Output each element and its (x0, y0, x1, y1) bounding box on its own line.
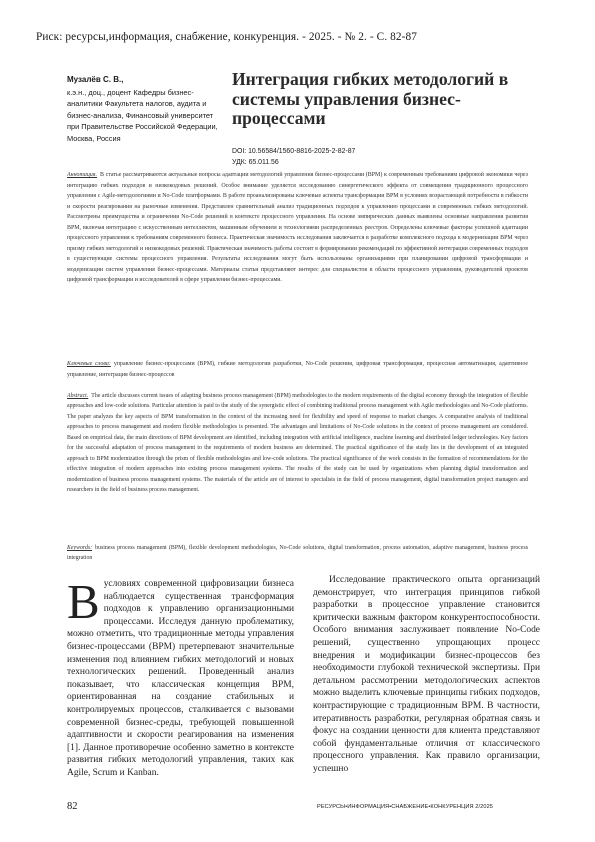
keywords-ru (67, 359, 528, 380)
identifiers (232, 146, 482, 168)
abstract-ru (67, 170, 528, 286)
author-block (67, 74, 227, 145)
abstract-en-text: The article discusses current issues of adapting business process management (BPM) methodologies to the modern requirements of the digital economy through the integration of flexible approaches and low-code solutions. Particular attention is paid to the study of the synergistic effect of combining traditional process management with Agile methodologies and No-Code platforms. The paper analyzes the key aspects of BPM transformation in the context of the increasing need for flexibility and speed of response to market changes. A comparative analysis of traditional approaches to process management and modern flexible methodologies is presented. The advantages and limitations of No-Code solutions in the context of process management are considered. Based on empirical data, the main directions of BPM development are identified, including integration with artificial intelligence, machine learning and distributed ledger technologies. Key factors for the successful adaptation of process management to the requirements of modern business are determined. The practical significance of the study lies in the development of an integrated approach to BPM modernization through the prism of flexible methodologies and low-code solutions. The practical significance of the work consists in the formation of recommendations for the effective integration of modern approaches into existing process management systems. The results of the study can be used by organizations when planning digital transformation and modernization of business process management systems. The materials of the article are of interest to specialists in the field of process management, digital transformation project managers and researchers in the field of business process management. (67, 393, 528, 494)
abstract-ru-label: Аннотация. (67, 172, 97, 178)
keywords-ru-text: управление бизнес-процессами (BPM), гибкие методологии разработки, No-Code решения, цифровая трансформация, процессная автоматизация, адаптивное управление, интеграция бизнес-процессов (67, 361, 529, 378)
keywords-ru-label: Ключевые слова: (67, 361, 111, 367)
udc: УДК: 65.011.56 (232, 159, 279, 166)
author-affiliation: к.э.н., доц., доцент Кафедры бизнес-аналитики Факультета налогов, аудита и бизнес-анализа, Финансовый университет при Правительстве Российской Федерации, Москва, Россия (67, 87, 218, 143)
abstract-ru-text: В статье рассматриваются актуальные вопросы адаптации методологий управления бизнес-процессами (BPM) к современным требованиям цифровой экономики через интеграцию гибких подходов и низкокодовых решений. Особое внимание уделяется исследованию синергетического эффекта от совмещения традиционного процессного управления с Agile-методологиями и No-Code платформами. В работе проанализированы ключевые аспекты трансформации BPM в условиях возрастающей потребности в гибкости и скорости реагирования на рыночные изменения. Представлен сравнительный анализ традиционных подходов к управлению процессами и современных гибких методологий. Рассмотрены преимущества и ограничения No-Code решений в контексте процессного управления. На основе эмпирических данных выявлены основные направления развития BPM, включая интеграцию с искусственным интеллектом, машинным обучением и технологиями распределенных реестров. Определены ключевые факторы успешной адаптации процессного управления к требованиям современного бизнеса. Практическая значимость исследования заключается в разработке комплексного подхода к модернизации BPM через призму гибких методологий и низкокодовых решений. Практическая значимость работы состоит в формировании рекомендаций по эффективной интеграции современных подходов в существующие системы процессного управления. Результаты исследования могут быть использованы организациями при планировании цифровой трансформации и модернизации систем управления бизнес-процессами. Материалы статьи представляют интерес для специалистов в области процессного управления, руководителей проектов цифровой трансформации и исследователей в сфере управления бизнес-процессами. (67, 172, 528, 284)
drop-cap: В (67, 574, 100, 629)
body-column-left (67, 574, 294, 780)
citation-header: Риск: ресурсы,информация, снабжение, конкуренция. - 2025. - № 2. - С. 82-87 (36, 31, 418, 43)
keywords-en-text: business process management (BPM), flexible development methodologies, No-Code solutions, digital transformation, process automation, adaptive management, business process integration (67, 545, 528, 562)
author-name: Музалёв С. В., (67, 75, 124, 84)
journal-footer: РЕСУРСЫ•ИНФОРМАЦИЯ•СНАБЖЕНИЕ•КОНКУРЕНЦИЯ 2/2025 (317, 804, 494, 810)
body-column-right (313, 574, 540, 776)
keywords-en-label: Keywords: (67, 545, 93, 551)
doi: DOI: 10.56584/1560-8816-2025-2-82-87 (232, 148, 356, 155)
article-title: Интеграция гибких методологий в системы управления бизнес-процессами (232, 69, 509, 129)
abstract-en (67, 391, 528, 496)
body-right-text: Исследование практического опыта организаций демонстрирует, что интеграция принципов гибкой разработки в процессное управление становится критически важным фактором конкурентоспособности. Особого внимания заслуживает появление No-Code решений, существенно упрощающих процесс внедрения и модификации бизнес-процессов без необходимости глубокой технической экспертизы. При детальном рассмотрении методологических аспектов можно выделить ключевые принципы гибких подходов, контрастирующие с традиционным BPM. В частности, итеративность разработки, регулярная обратная связь и фокус на создании ценности для клиента представляют собой фундаментальные отличия от классического процессного управления. Как правило организации, успешно (313, 575, 540, 774)
keywords-en (67, 543, 528, 564)
body-left-text: условиях современной цифровизации бизнеса наблюдается существенная трансформация подходов к управлению организационными процессами. Исследуя данную проблематику, можно отметить, что традиционные методы управления бизнес-процессами (BPM) претерпевают значительные изменения под влиянием гибких методологий и новых технологических решений. Проведенный анализ показывает, что классическая концепция BPM, ориентированная на создание стабильных и контролируемых процессов, сталкивается с вызовами современной бизнес-среды, требующей повышенной адаптивности и скорости реагирования на изменения [1]. Данное противоречие особенно заметно в контексте развития гибких методологий управления, таких как Agile, Scrum и Kanban. (67, 579, 294, 778)
abstract-en-label: Abstract. (67, 393, 89, 399)
page-number: 82 (67, 801, 78, 812)
